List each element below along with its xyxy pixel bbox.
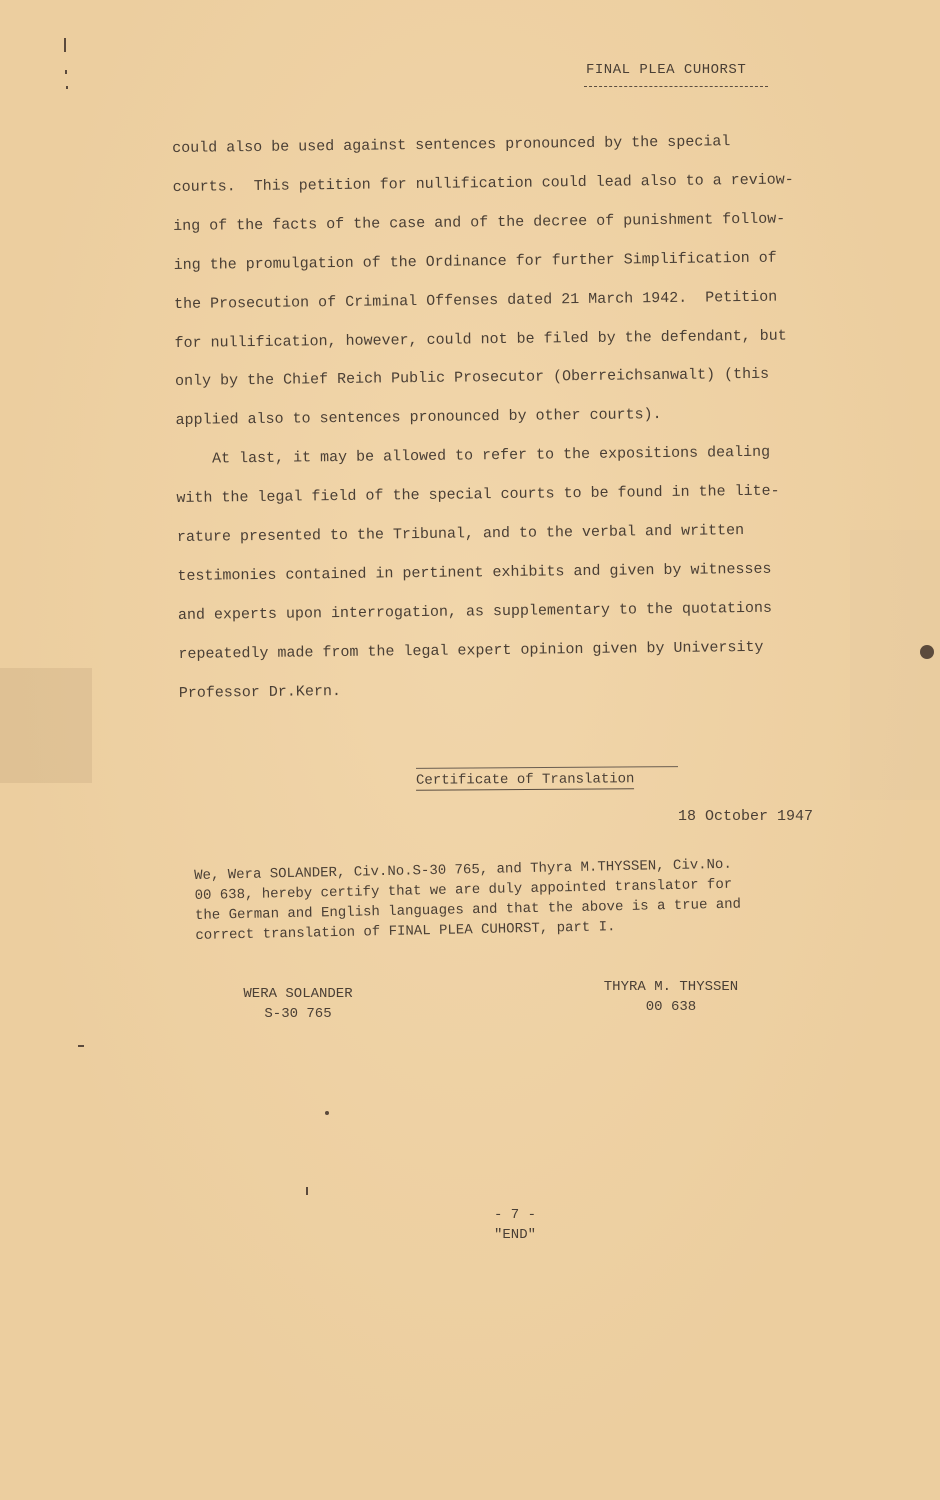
certificate-line: the German and English languages and that the above is a true and xyxy=(194,896,742,924)
header-title: FINAL PLEA CUHORST xyxy=(586,62,747,78)
page-footer xyxy=(470,1205,560,1245)
scan-speck xyxy=(306,1187,308,1195)
signature-number: 00 638 xyxy=(645,999,697,1015)
body-line: the Prosecution of Criminal Offenses dated 21 March 1942. Petition xyxy=(174,288,778,313)
body-line: with the legal field of the special courts to be found in the lite- xyxy=(176,482,780,508)
certificate-body xyxy=(194,852,856,946)
certificate-line: 00 638, hereby certify that we are duly appointed translator for xyxy=(194,876,733,904)
page-number: - 7 - xyxy=(493,1207,536,1223)
paper-stain xyxy=(0,668,92,783)
scan-speck xyxy=(66,86,68,89)
end-mark: "END" xyxy=(493,1227,536,1243)
certificate-title: Certificate of Translation xyxy=(415,771,635,789)
certificate-line: correct translation of FINAL PLEA CUHORST, part I. xyxy=(195,919,616,944)
body-line: testimonies contained in pertinent exhibits and given by witnesses xyxy=(177,560,772,585)
body-line: ing the promulgation of the Ordinance for further Simplification of xyxy=(173,249,777,274)
scan-speck xyxy=(325,1111,329,1115)
body-line: courts. This petition for nullification could lead also to a reviow- xyxy=(172,171,794,196)
paper-stain xyxy=(850,530,940,800)
signature-name: WERA SOLANDER xyxy=(243,986,353,1002)
body-line: only by the Chief Reich Public Prosecutor (Oberreichsanwalt) (this xyxy=(174,366,770,391)
body-text xyxy=(172,122,859,714)
body-line: could also be used against sentences pronounced by the special xyxy=(172,133,731,157)
body-line: At last, it may be allowed to refer to the expositions dealing xyxy=(175,443,771,469)
scan-speck xyxy=(920,645,934,659)
certificate-overline xyxy=(416,766,678,769)
scan-speck xyxy=(78,1045,84,1047)
body-line: applied also to sentences pronounced by other courts). xyxy=(175,406,662,430)
body-line: repeatedly made from the legal expert opinion given by University xyxy=(178,638,764,663)
scan-speck xyxy=(65,70,67,74)
signature-number: S-30 765 xyxy=(264,1006,332,1022)
body-line: rature presented to the Tribunal, and to the verbal and written xyxy=(176,522,745,547)
signature-name: THYRA M. THYSSEN xyxy=(603,979,739,995)
scan-speck xyxy=(64,38,66,52)
body-line: Professor Dr.Kern. xyxy=(178,682,342,702)
certificate-line: We, Wera SOLANDER, Civ.No.S-30 765, and Thyra M.THYSSEN, Civ.No. xyxy=(194,856,732,884)
body-line: for nullification, however, could not be filed by the defendant, but xyxy=(174,327,787,352)
header-underline xyxy=(584,86,768,87)
body-line: ing of the facts of the case and of the decree of punishment follow- xyxy=(173,210,786,235)
certificate-date: 18 October 1947 xyxy=(678,808,814,825)
signature-block-thyssen xyxy=(586,977,756,1017)
body-line: and experts upon interrogation, as supplementary to the quotations xyxy=(177,599,773,624)
signature-block-solander xyxy=(218,984,378,1024)
